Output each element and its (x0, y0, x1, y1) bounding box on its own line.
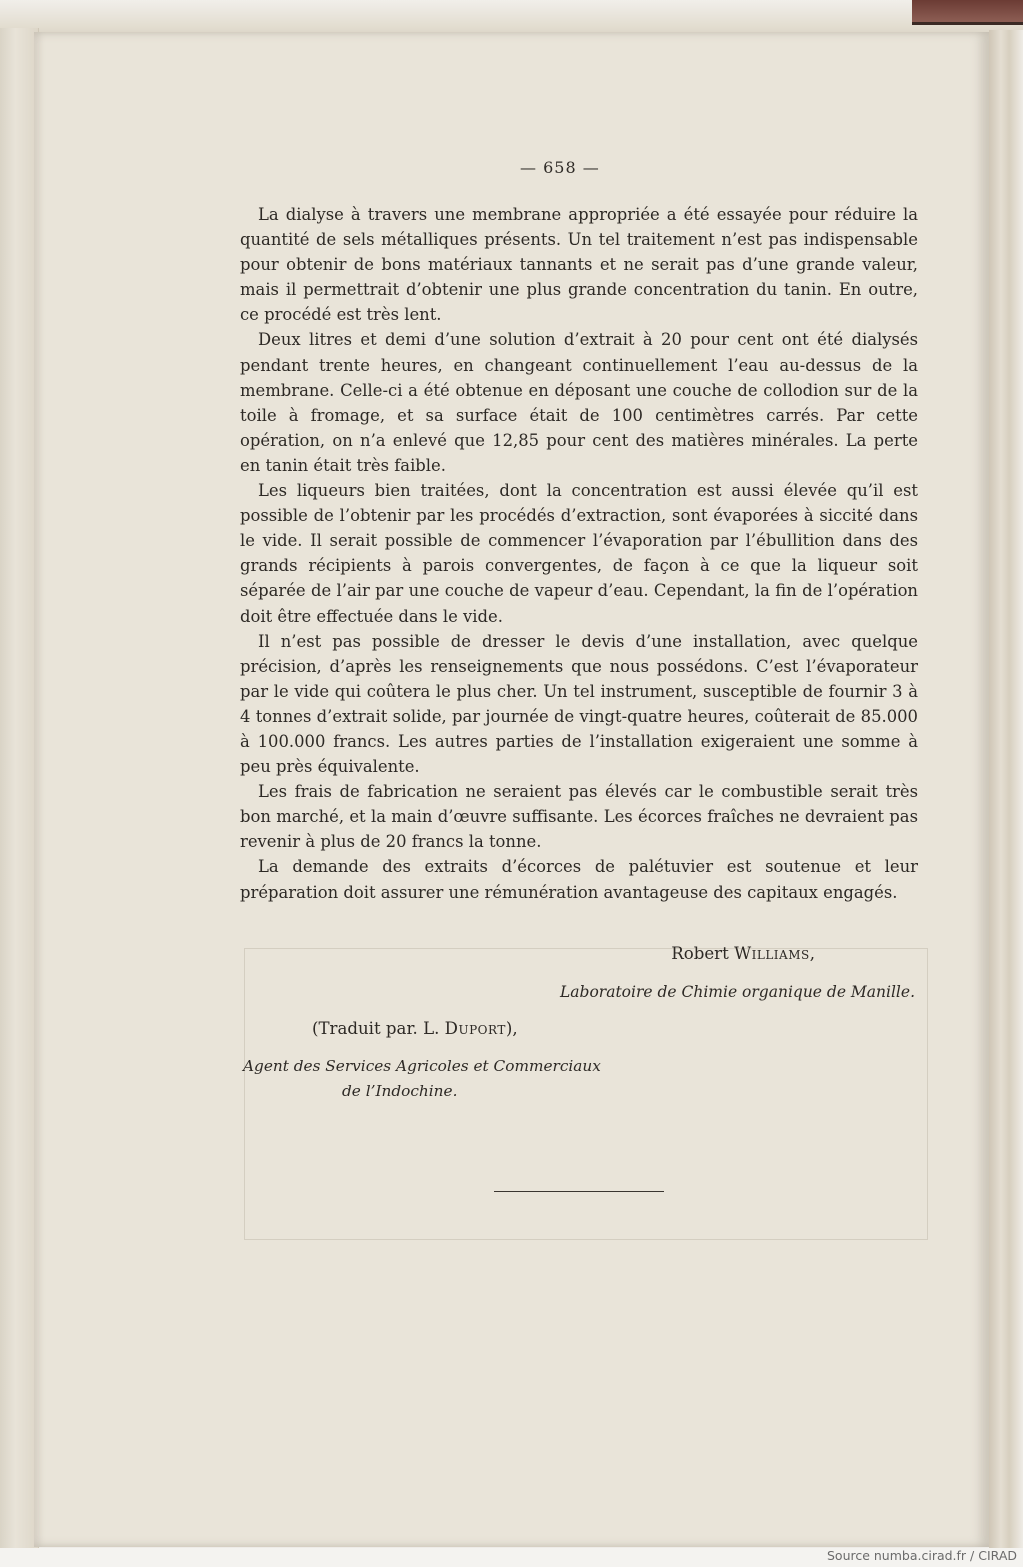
translator-name: Duport (444, 1019, 506, 1038)
article-body (240, 202, 918, 905)
book-binding-stripe (912, 0, 1023, 25)
paragraph-liqueurs: Les liqueurs bien traitées, dont la concentration est aussi élevée qu’il est possible de l’obtenir par les procédés d’extraction, sont évaporées à siccité dans le vide. Il serait possible de commencer l’évaporation par l’ébullition dans des grands récipients à parois convergentes, de façon à ce que la liqueur soit séparée de l’air par une couche de vapeur d’eau. Cependant, la fin de l’opération doit être effectuée dans le vide. (240, 481, 918, 626)
translator-prefix: (Traduit par. L. (312, 1019, 445, 1038)
book-right-edge (989, 30, 1023, 1555)
page-number: — 658 — (520, 158, 600, 177)
end-rule (494, 1191, 664, 1192)
author-signature (671, 944, 815, 963)
author-suffix: , (809, 944, 815, 963)
source-credit[interactable]: Source numba.cirad.fr / CIRAD (826, 1548, 1017, 1563)
paragraph-deux-litres: Deux litres et demi d’une solution d’extrait à 20 pour cent ont été dialysés pendant trente heures, en changeant continuellement l’eau au-dessus de la membrane. Celle-ci a été obtenue en déposant une couche de collodion sur de la toile à fromage, et sa surface était de 100 centimètres carrés. Par cette opération, on n’a enlevé que 12,85 pour cent des matières minérales. La perte en tanin était très faible. (240, 330, 918, 475)
paragraph-dialyse: La dialyse à travers une membrane appropriée a été essayée pour réduire la quantité de sels métalliques présents. Un tel traitement n’est pas indispensable pour obtenir de bons matériaux tannants et ne serait pas d’une grande valeur, mais il permettrait d’obtenir une plus grande concentration du tanin. En outre, ce procédé est très lent. (240, 205, 918, 325)
translator-credit (312, 1019, 518, 1038)
paragraph-frais: Les frais de fabrication ne seraient pas élevés car le combustible serait très bon marché, et la main d’œuvre suffisante. Les écorces fraîches ne devraient pas revenir à plus de 20 francs la tonne. (240, 782, 918, 852)
translator-title-line1: Agent des Services Agricoles et Commerciaux (243, 1057, 601, 1075)
translator-title-line2: de l’Indochine. (342, 1082, 458, 1100)
paragraph-devis: Il n’est pas possible de dresser le devis d’une installation, avec quelque précision, d’après les renseignements que nous possédons. C’est l’évaporateur par le vide qui coûtera le plus cher. Un tel instrument, susceptible de fournir 3 à 4 tonnes d’extrait solide, par journée de vingt-quatre heures, coûterait de 85.000 à 100.000 francs. Les autres parties de l’installation exigeraient une somme à peu près équivalente. (240, 631, 918, 777)
author-affiliation: Laboratoire de Chimie organique de Manille. (560, 983, 915, 1001)
author-first-name: Robert (671, 944, 729, 963)
paragraph-demande: La demande des extraits d’écorces de palétuvier est soutenue et leur préparation doit assurer une rémunération avantageuse des capitaux engagés. (240, 857, 918, 902)
translator-suffix: ), (505, 1019, 518, 1038)
author-last-name: Williams (734, 944, 810, 963)
